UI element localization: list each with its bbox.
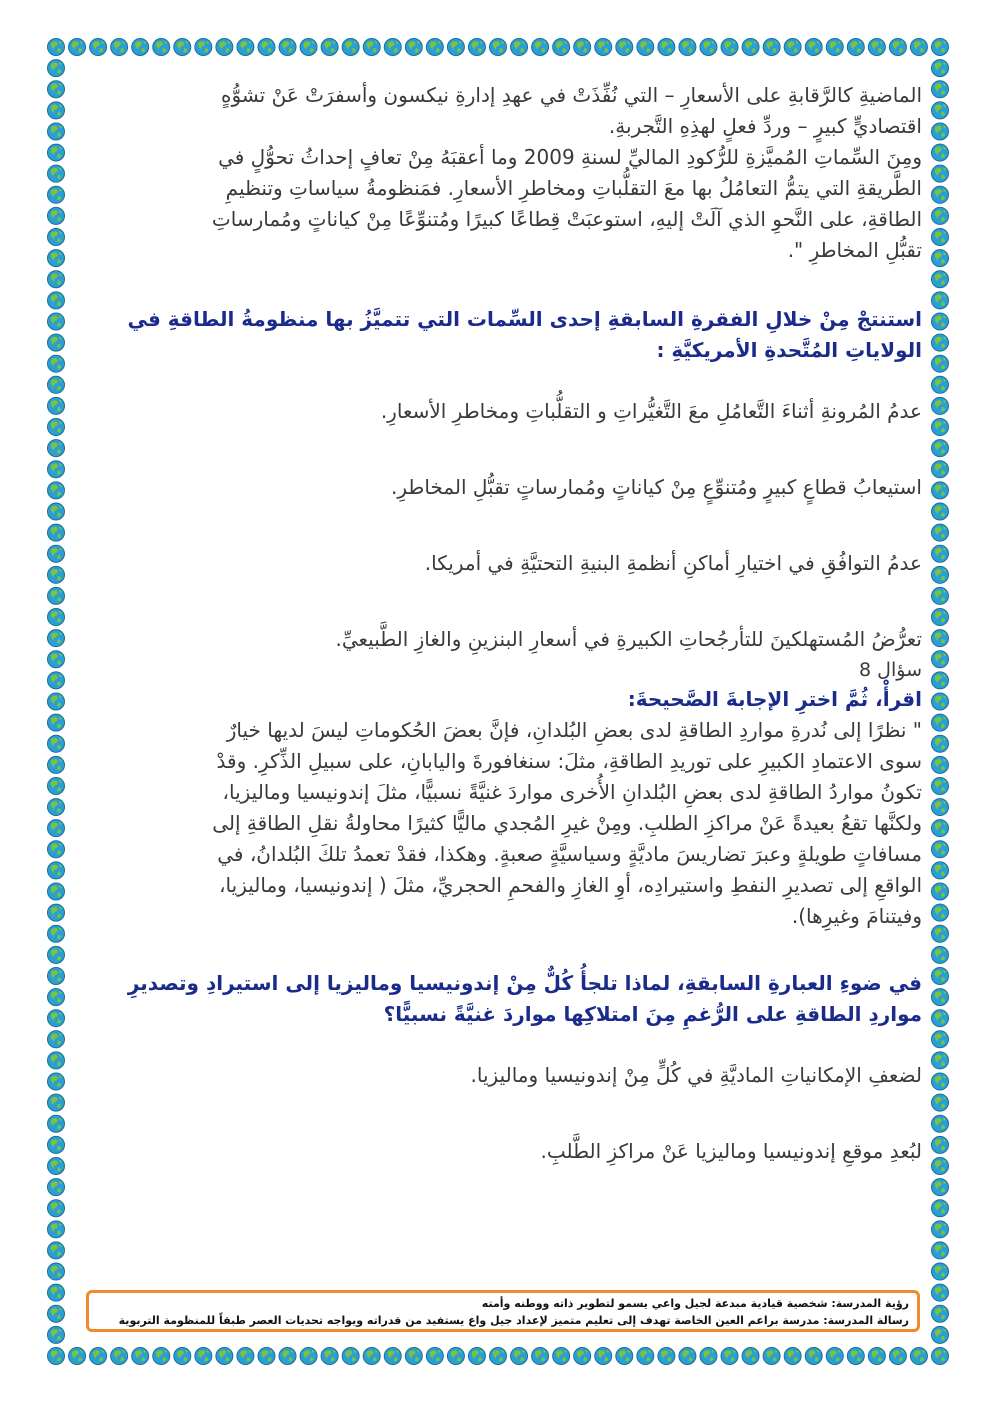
globe-icon [932, 1010, 949, 1027]
globe-icon [932, 777, 949, 794]
globe-icon [932, 123, 949, 140]
globe-icon [932, 545, 949, 562]
globe-icon [932, 651, 949, 668]
paragraph-line: اقتصاديٍّ كبيرٍ – وردِّ فعلٍ لهذِهِ التَّجربةِ. [608, 114, 922, 138]
globe-icon [658, 39, 675, 56]
globe-icon [48, 1010, 65, 1027]
globe-icon [553, 1348, 570, 1365]
paragraph-line: " نظرًا إلى نُدرةِ مواردِ الطاقةِ لدى بعضِ البُلدانِ، فإنَّ بعضَ الحُكوماتِ ليسَ لديها خيارٌ [226, 718, 922, 742]
globe-icon [932, 820, 949, 837]
globe-icon [48, 292, 65, 309]
globe-icon [48, 1305, 65, 1322]
globe-icon [90, 1348, 107, 1365]
paragraph-line: مسافاتٍ طويلةٍ وعبرَ تضاريسَ ماديَّةٍ وسياسيَّةٍ صعبةٍ. وهكذا، فقدْ تعمدُ تلكَ البُلدانُ، في [217, 842, 922, 866]
globe-icon [805, 39, 822, 56]
globe-icon [932, 419, 949, 436]
globe-icon [511, 1348, 528, 1365]
question-line: مواردِ الطاقةِ على الرُّغمِ مِنَ امتلاكِها مواردَ غنيَّةً نسبيًّا؟ [383, 1002, 922, 1026]
globe-icon [868, 39, 885, 56]
globe-icon [48, 1115, 65, 1132]
globe-icon [48, 250, 65, 267]
globe-icon [932, 165, 949, 182]
globe-icon [258, 39, 275, 56]
globe-icon [932, 1348, 949, 1365]
globe-icon [511, 39, 528, 56]
globe-icon [932, 1031, 949, 1048]
globe-icon [742, 39, 759, 56]
globe-icon [195, 39, 212, 56]
option-7-c[interactable]: عدمُ التوافُقِ في اختيارِ أماكنِ أنظمةِ البنيةِ التحتيَّةِ في أمريكا. [424, 551, 922, 575]
globe-icon [932, 1157, 949, 1174]
globe-icon [932, 862, 949, 879]
globe-icon [48, 587, 65, 604]
globe-icon [532, 1348, 549, 1365]
globe-icon [932, 355, 949, 372]
option-7-b[interactable]: استيعابُ قطاعٍ كبيرٍ ومُتنوِّعٍ مِنْ كياناتٍ ومُمارساتٍ تقبُّلِ المخاطرِ. [391, 475, 922, 499]
globe-icon [48, 1052, 65, 1069]
globe-icon [195, 1348, 212, 1365]
globe-icon [616, 39, 633, 56]
globe-icon [48, 1221, 65, 1238]
globe-icon [847, 1348, 864, 1365]
paragraph-energy-scarcity [92, 715, 922, 932]
globe-icon [932, 946, 949, 963]
globe-icon [932, 1073, 949, 1090]
globe-icon [932, 524, 949, 541]
globe-icon [595, 39, 612, 56]
globe-icon [490, 39, 507, 56]
globe-icon [48, 165, 65, 182]
globe-icon [932, 503, 949, 520]
globe-icon [932, 714, 949, 731]
globe-icon [868, 1348, 885, 1365]
globe-icon [48, 229, 65, 246]
globe-icon [574, 39, 591, 56]
school-vision: رؤية المدرسة: شخصية قيادية مبدعة لجيل واعي يسمو لتطوير ذاته ووطنه وأمته [481, 1297, 909, 1310]
globe-icon [932, 271, 949, 288]
globe-icon [679, 1348, 696, 1365]
globe-icon [932, 313, 949, 330]
globe-icon [48, 482, 65, 499]
globe-icon [132, 1348, 149, 1365]
globe-icon [111, 1348, 128, 1365]
globe-icon [48, 1073, 65, 1090]
globe-icon [48, 1179, 65, 1196]
globe-icon [48, 904, 65, 921]
globe-icon [637, 1348, 654, 1365]
globe-icon [932, 735, 949, 752]
globe-icon [468, 39, 485, 56]
globe-icon [932, 81, 949, 98]
globe-icon [384, 39, 401, 56]
question-line: في ضوءِ العبارةِ السابقةِ، لماذا تلجأُ كُلٌّ مِنْ إندونيسيا وماليزيا إلى استيرادِ وتصديرِ [127, 971, 922, 995]
globe-icon [48, 39, 65, 56]
globe-icon [48, 102, 65, 119]
globe-icon [637, 39, 654, 56]
option-7-a[interactable]: عدمُ المُرونةِ أثناءَ التَّعامُلِ معَ التَّغيُّراتِ و التقلُّباتِ ومخاطرِ الأسعارِ. [380, 399, 922, 423]
worksheet-content [92, 80, 922, 1166]
globe-icon [932, 60, 949, 77]
globe-icon [932, 482, 949, 499]
globe-icon [300, 1348, 317, 1365]
globe-icon [48, 123, 65, 140]
school-mission: رسالة المدرسة: مدرسة براعم العين الخاصة تهدف إلى تعليم متميز لإعداد جيل واع يستفيد من قدراته ويواجه تحديات العصر طبقاً للمنظومة التربوية [118, 1314, 909, 1327]
globe-icon [932, 693, 949, 710]
question-line: الولاياتِ المُتَّحدةِ الأمريكيَّةِ : [656, 338, 922, 362]
globe-icon [932, 1284, 949, 1301]
globe-icon [48, 777, 65, 794]
globe-icon [932, 609, 949, 626]
globe-icon [48, 503, 65, 520]
globe-icon [932, 630, 949, 647]
globe-icon [658, 1348, 675, 1365]
globe-icon [48, 545, 65, 562]
globe-icon [932, 440, 949, 457]
globe-icon [321, 39, 338, 56]
globe-icon [700, 39, 717, 56]
globe-icon [932, 1179, 949, 1196]
globe-icon [721, 1348, 738, 1365]
paragraph-price-controls [92, 80, 922, 142]
globe-icon [932, 229, 949, 246]
paragraph-line: ولكنَّها تقعُ بعيدةً عَنْ مراكزِ الطلبِ. ومِنْ غيرِ المُجدي ماليًّا كثيرًا محاولةُ نقلِ الطاقةِ إلى [212, 811, 922, 835]
globe-icon [48, 883, 65, 900]
globe-icon [48, 440, 65, 457]
globe-icon [48, 1200, 65, 1217]
globe-icon [258, 1348, 275, 1365]
globe-icon [468, 1348, 485, 1365]
globe-icon [48, 672, 65, 689]
globe-icon [300, 39, 317, 56]
globe-icon [69, 1348, 86, 1365]
globe-icon [48, 186, 65, 203]
paragraph-line: الواقعِ إلى تصديرِ النفطِ واستيرادِه، أوِ الغازِ والفحمِ الحجريِّ، مثلَ ( إندونيسيا، وماليزيا، [219, 873, 922, 897]
globe-icon [932, 144, 949, 161]
globe-icon [48, 207, 65, 224]
globe-icon [48, 524, 65, 541]
globe-icon [826, 1348, 843, 1365]
globe-icon [48, 714, 65, 731]
globe-icon [910, 1348, 927, 1365]
globe-icon [932, 587, 949, 604]
school-footer-box [86, 1290, 920, 1332]
globe-icon [932, 376, 949, 393]
option-7-d[interactable]: تعرُّضُ المُستهلكينَ للتأرجُحاتِ الكبيرةِ في أسعارِ البنزينِ والغازِ الطَّبيعيِّ. [335, 627, 922, 651]
globe-icon [932, 461, 949, 478]
globe-icon [932, 672, 949, 689]
globe-icon [237, 1348, 254, 1365]
globe-icon [279, 1348, 296, 1365]
globe-icon [932, 39, 949, 56]
globe-icon [48, 81, 65, 98]
globe-icon [932, 250, 949, 267]
globe-icon [932, 799, 949, 816]
paragraph-line: الطاقةِ، على النَّحوِ الذي آلَتْ إليهِ، استوعبَتْ قِطاعًا كبيرًا ومُتنوِّعًا مِنْ كياناتٍ ومُمارساتِ [211, 207, 922, 231]
globe-icon [932, 967, 949, 984]
globe-icon [48, 1284, 65, 1301]
globe-icon [48, 376, 65, 393]
globe-icon [48, 313, 65, 330]
globe-icon [48, 144, 65, 161]
globe-icon [932, 207, 949, 224]
globe-icon [721, 39, 738, 56]
globe-icon [932, 925, 949, 942]
question-7 [92, 304, 922, 366]
paragraph-recession-2009 [92, 142, 922, 266]
globe-icon [48, 1094, 65, 1111]
globe-icon [48, 60, 65, 77]
globe-icon [342, 1348, 359, 1365]
globe-icon [48, 1242, 65, 1259]
globe-icon [574, 1348, 591, 1365]
globe-icon [48, 651, 65, 668]
globe-icon [48, 355, 65, 372]
globe-icon [932, 1263, 949, 1280]
globe-icon [384, 1348, 401, 1365]
globe-icon [48, 735, 65, 752]
globe-icon [48, 630, 65, 647]
globe-icon [932, 292, 949, 309]
globe-icon [447, 1348, 464, 1365]
globe-icon [932, 102, 949, 119]
globe-icon [48, 271, 65, 288]
paragraph-line: الماضيةِ كالرَّقابةِ على الأسعارِ – التي نُفِّذَتْ في عهدِ إدارةِ نيكسون وأسفرَتْ عَنْ تشوُّهٍ [221, 83, 922, 107]
option-8-b[interactable]: لبُعدِ موقعِ إندونيسيا وماليزيا عَنْ مراكزِ الطَّلبِ. [540, 1139, 922, 1163]
globe-icon [700, 1348, 717, 1365]
globe-icon [932, 1052, 949, 1069]
globe-icon [932, 883, 949, 900]
globe-icon [279, 39, 296, 56]
globe-icon [216, 1348, 233, 1365]
globe-icon [447, 39, 464, 56]
globe-icon [763, 39, 780, 56]
globe-icon [48, 1348, 65, 1365]
globe-icon [48, 1326, 65, 1343]
globe-icon [69, 39, 86, 56]
globe-icon [48, 946, 65, 963]
globe-icon [679, 39, 696, 56]
globe-icon [889, 1348, 906, 1365]
globe-icon [48, 334, 65, 351]
globe-icon [153, 1348, 170, 1365]
globe-icon [48, 925, 65, 942]
globe-icon [132, 39, 149, 56]
globe-icon [932, 1305, 949, 1322]
globe-icon [48, 1157, 65, 1174]
globe-icon [48, 799, 65, 816]
globe-icon [553, 39, 570, 56]
globe-icon [48, 1263, 65, 1280]
paragraph-line: تكونُ مواردُ الطاقةِ لدى بعضِ البُلدانِ الأُخرى مواردَ غنيَّةً نسبيًّا، مثلَ إندونيسيا وماليزيا، [222, 780, 922, 804]
globe-icon [153, 39, 170, 56]
option-8-a[interactable]: لضعفِ الإمكانياتِ الماديَّةِ في كُلٍّ مِنْ إندونيسيا وماليزيا. [470, 1063, 922, 1087]
globe-icon [48, 566, 65, 583]
globe-icon [405, 1348, 422, 1365]
globe-icon [932, 186, 949, 203]
globe-icon [405, 39, 422, 56]
globe-icon [932, 1326, 949, 1343]
globe-icon [932, 1221, 949, 1238]
globe-icon [763, 1348, 780, 1365]
question-8-label: سؤال 8 [859, 659, 922, 681]
globe-icon [111, 39, 128, 56]
globe-icon [216, 39, 233, 56]
globe-icon [932, 1200, 949, 1217]
globe-icon [932, 989, 949, 1006]
globe-icon [932, 397, 949, 414]
globe-icon [237, 39, 254, 56]
globe-icon [932, 841, 949, 858]
globe-icon [616, 1348, 633, 1365]
globe-icon [363, 39, 380, 56]
globe-icon [932, 566, 949, 583]
globe-icon [48, 989, 65, 1006]
globe-icon [932, 1094, 949, 1111]
paragraph-line: سوى الاعتمادِ الكبيرِ على توريدِ الطاقةِ، مثلَ: سنغافورةَ واليابانِ، على سبيلِ الذِّكرِ. وقدْ [216, 749, 922, 773]
globe-icon [48, 461, 65, 478]
globe-icon [48, 756, 65, 773]
globe-icon [784, 1348, 801, 1365]
globe-icon [48, 1031, 65, 1048]
globe-icon [932, 334, 949, 351]
globe-icon [932, 904, 949, 921]
globe-icon [174, 1348, 191, 1365]
globe-icon [426, 1348, 443, 1365]
globe-icon [932, 1136, 949, 1153]
globe-icon [932, 1115, 949, 1132]
globe-icon [490, 1348, 507, 1365]
globe-icon [174, 39, 191, 56]
globe-icon [742, 1348, 759, 1365]
globe-icon [932, 1242, 949, 1259]
globe-icon [342, 39, 359, 56]
globe-icon [805, 1348, 822, 1365]
globe-icon [48, 820, 65, 837]
globe-icon [48, 841, 65, 858]
paragraph-line: وفيتنامَ وغيرِها). [791, 904, 922, 928]
globe-icon [321, 1348, 338, 1365]
globe-icon [48, 609, 65, 626]
globe-icon [847, 39, 864, 56]
globe-icon [48, 693, 65, 710]
question-8-instruction: اقرأْ، ثُمَّ اخترِ الإجابةَ الصَّحيحةَ: [627, 687, 922, 711]
globe-icon [48, 1136, 65, 1153]
globe-icon [48, 419, 65, 436]
globe-icon [595, 1348, 612, 1365]
globe-icon [363, 1348, 380, 1365]
globe-icon [48, 862, 65, 879]
globe-icon [90, 39, 107, 56]
globe-icon [48, 967, 65, 984]
paragraph-line: ومِنَ السِّماتِ المُميَّزةِ للرُّكودِ الماليِّ لسنةِ 2009 وما أعقبَهُ مِنْ تعافٍ إحداثُ تحوُّلٍ في [218, 145, 922, 169]
globe-icon [784, 39, 801, 56]
paragraph-line: الطَّريقةِ التي يتمُّ التعامُلُ بها معَ التقلُّباتِ ومخاطرِ الأسعارِ. فمَنظومةُ سياساتِ وتنظيمِ [225, 176, 922, 200]
globe-icon [932, 756, 949, 773]
globe-icon [826, 39, 843, 56]
question-8 [92, 968, 922, 1030]
question-line: استنتجْ مِنْ خلالِ الفقرةِ السابقةِ إحدى السِّمات التي تتميَّزُ بها منظومةُ الطاقةِ في [127, 307, 922, 331]
globe-icon [426, 39, 443, 56]
paragraph-line: تقبُّلِ المخاطرِ ". [787, 238, 922, 262]
globe-icon [532, 39, 549, 56]
globe-icon [48, 397, 65, 414]
globe-icon [889, 39, 906, 56]
globe-icon [910, 39, 927, 56]
